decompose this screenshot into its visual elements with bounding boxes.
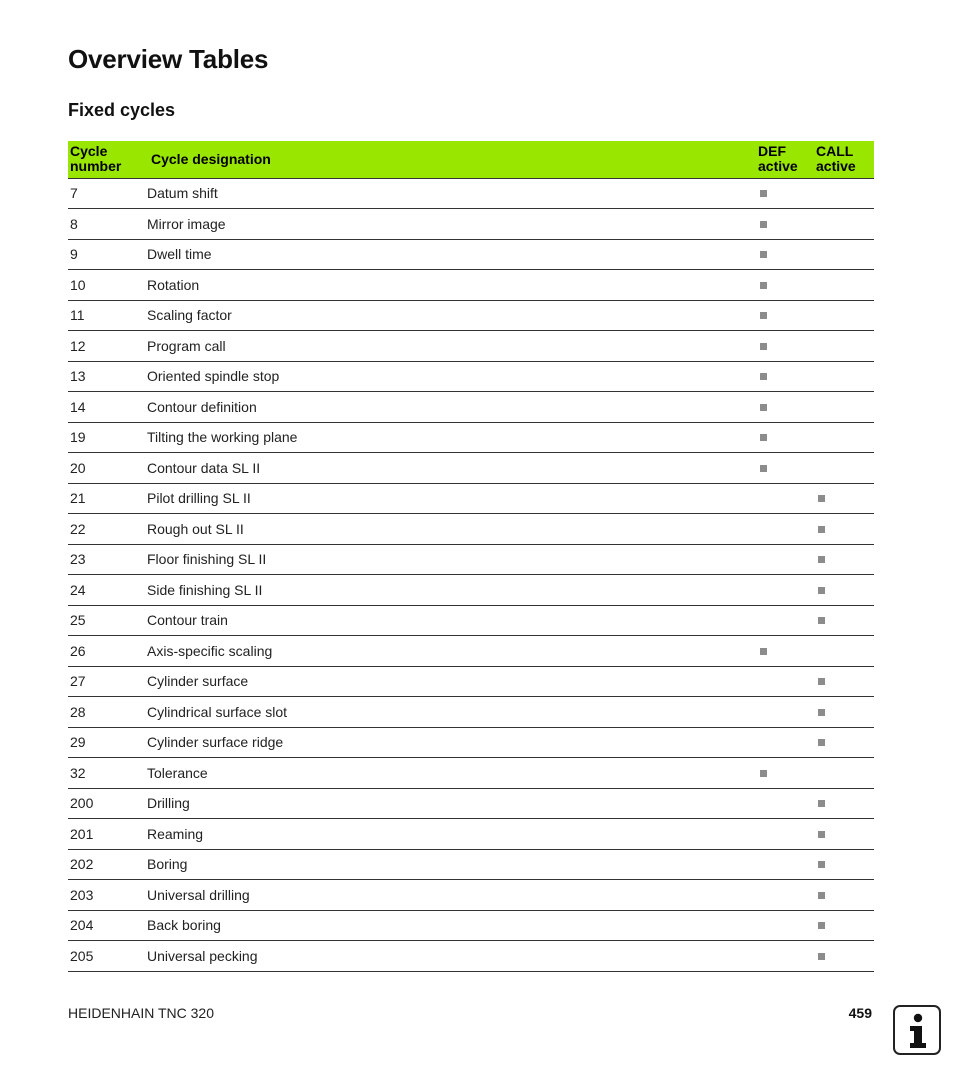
def-active-marker-icon: [760, 251, 767, 258]
table-row: [68, 727, 874, 758]
cycle-number: 27: [70, 673, 86, 690]
def-active-cell: [758, 239, 816, 270]
cycle-designation: Axis-specific scaling: [147, 642, 273, 659]
def-active-marker-icon: [760, 648, 767, 655]
def-active-cell: [758, 361, 816, 392]
call-active-cell: [816, 422, 874, 453]
call-active-cell: [816, 910, 874, 941]
cycle-number: 29: [70, 734, 86, 751]
header-call-active: CALL active: [816, 143, 856, 175]
def-active-cell: [758, 422, 816, 453]
def-active-marker-icon: [760, 190, 767, 197]
def-active-marker-icon: [760, 770, 767, 777]
cycle-number: 14: [70, 398, 86, 415]
call-active-cell: [816, 392, 874, 423]
cycle-designation: Contour data SL II: [147, 459, 261, 476]
table-row: [68, 422, 874, 453]
cycle-designation: Boring: [147, 856, 188, 873]
cycle-designation: Scaling factor: [147, 307, 232, 324]
call-active-cell: [816, 941, 874, 972]
cycle-designation: Floor finishing SL II: [147, 551, 267, 568]
def-active-cell: [758, 666, 816, 697]
cycle-designation: Contour train: [147, 612, 228, 629]
cycle-number: 7: [70, 185, 78, 202]
cycle-number: 205: [70, 947, 94, 964]
table-header-row: [68, 141, 874, 178]
call-active-cell: [816, 819, 874, 850]
table-row: [68, 910, 874, 941]
def-active-marker-icon: [760, 282, 767, 289]
cycle-number: 201: [70, 825, 94, 842]
def-active-cell: [758, 788, 816, 819]
def-active-cell: [758, 727, 816, 758]
fixed-cycles-table: [68, 141, 874, 972]
call-active-marker-icon: [818, 953, 825, 960]
section-title: Fixed cycles: [68, 100, 176, 120]
call-active-cell: [816, 483, 874, 514]
def-active-marker-icon: [760, 404, 767, 411]
def-active-cell: [758, 331, 816, 362]
def-active-cell: [758, 300, 816, 331]
cycle-designation: Tilting the working plane: [147, 429, 298, 446]
cycle-designation: Dwell time: [147, 246, 212, 263]
def-active-cell: [758, 514, 816, 545]
call-active-cell: [816, 514, 874, 545]
def-active-cell: [758, 178, 816, 209]
def-active-cell: [758, 697, 816, 728]
def-active-cell: [758, 910, 816, 941]
call-active-cell: [816, 453, 874, 484]
def-active-cell: [758, 209, 816, 240]
table-row: [68, 514, 874, 545]
call-active-cell: [816, 758, 874, 789]
call-active-cell: [816, 300, 874, 331]
def-active-cell: [758, 941, 816, 972]
call-active-cell: [816, 666, 874, 697]
def-active-marker-icon: [760, 221, 767, 228]
def-active-cell: [758, 483, 816, 514]
def-active-cell: [758, 819, 816, 850]
def-active-cell: [758, 544, 816, 575]
footer-product-name: HEIDENHAIN TNC 320: [68, 1005, 215, 1021]
def-active-cell: [758, 758, 816, 789]
call-active-cell: [816, 361, 874, 392]
table-row: [68, 331, 874, 362]
cycle-designation: Back boring: [147, 917, 221, 934]
cycle-designation: Cylindrical surface slot: [147, 703, 288, 720]
def-active-cell: [758, 636, 816, 667]
call-active-cell: [816, 331, 874, 362]
table-row: [68, 209, 874, 240]
cycle-designation: Reaming: [147, 825, 204, 842]
table-row: [68, 392, 874, 423]
cycle-designation: Pilot drilling SL II: [147, 490, 251, 507]
call-active-marker-icon: [818, 892, 825, 899]
cycle-designation: Drilling: [147, 795, 190, 812]
call-active-cell: [816, 880, 874, 911]
def-active-cell: [758, 849, 816, 880]
table-row: [68, 788, 874, 819]
def-active-marker-icon: [760, 465, 767, 472]
call-active-cell: [816, 575, 874, 606]
def-active-cell: [758, 605, 816, 636]
call-active-marker-icon: [818, 800, 825, 807]
table-row: [68, 544, 874, 575]
call-active-cell: [816, 636, 874, 667]
call-active-marker-icon: [818, 922, 825, 929]
table-row: [68, 636, 874, 667]
cycle-designation: Contour definition: [147, 398, 257, 415]
cycle-designation: Universal drilling: [147, 886, 250, 903]
call-active-marker-icon: [818, 678, 825, 685]
call-active-cell: [816, 209, 874, 240]
call-active-marker-icon: [818, 526, 825, 533]
def-active-marker-icon: [760, 312, 767, 319]
table-row: [68, 819, 874, 850]
def-active-cell: [758, 575, 816, 606]
cycle-number: 11: [70, 307, 85, 324]
cycle-number: 23: [70, 551, 86, 568]
cycle-number: 9: [70, 246, 78, 263]
cycle-number: 22: [70, 520, 86, 537]
call-active-marker-icon: [818, 556, 825, 563]
table-row: [68, 666, 874, 697]
cycle-designation: Datum shift: [147, 185, 218, 202]
call-active-cell: [816, 239, 874, 270]
table-row: [68, 880, 874, 911]
cycle-designation: Tolerance: [147, 764, 208, 781]
table-row: [68, 941, 874, 972]
call-active-marker-icon: [818, 861, 825, 868]
def-active-cell: [758, 880, 816, 911]
cycle-number: 32: [70, 764, 86, 781]
call-active-cell: [816, 788, 874, 819]
header-def-active: DEF active: [758, 143, 798, 175]
def-active-marker-icon: [760, 434, 767, 441]
cycle-number: 20: [70, 459, 86, 476]
table-row: [68, 239, 874, 270]
call-active-cell: [816, 270, 874, 301]
call-active-marker-icon: [818, 831, 825, 838]
cycle-designation: Side finishing SL II: [147, 581, 263, 598]
def-active-cell: [758, 392, 816, 423]
cycle-designation: Rotation: [147, 276, 200, 293]
cycle-number: 13: [70, 368, 86, 385]
table-row: [68, 483, 874, 514]
call-active-marker-icon: [818, 587, 825, 594]
page-title: Overview Tables: [68, 44, 269, 74]
info-icon: [893, 1005, 941, 1055]
table-row: [68, 758, 874, 789]
call-active-marker-icon: [818, 617, 825, 624]
call-active-marker-icon: [818, 495, 825, 502]
table-row: [68, 361, 874, 392]
table-row: [68, 453, 874, 484]
call-active-cell: [816, 544, 874, 575]
table-row: [68, 575, 874, 606]
def-active-marker-icon: [760, 343, 767, 350]
cycle-number: 10: [70, 276, 86, 293]
cycle-number: 28: [70, 703, 86, 720]
info-icon-glyph: [895, 1007, 939, 1053]
call-active-cell: [816, 727, 874, 758]
cycle-designation: Rough out SL II: [147, 520, 244, 537]
table-row: [68, 270, 874, 301]
cycle-number: 24: [70, 581, 86, 598]
call-active-cell: [816, 697, 874, 728]
cycle-number: 200: [70, 795, 94, 812]
call-active-cell: [816, 178, 874, 209]
cycle-number: 8: [70, 215, 78, 232]
def-active-cell: [758, 270, 816, 301]
call-active-cell: [816, 605, 874, 636]
table-body: [68, 178, 874, 971]
cycle-number: 21: [70, 490, 86, 507]
call-active-cell: [816, 849, 874, 880]
call-active-marker-icon: [818, 739, 825, 746]
def-active-marker-icon: [760, 373, 767, 380]
cycle-designation: Cylinder surface: [147, 673, 249, 690]
cycle-designation: Universal pecking: [147, 947, 258, 964]
table-row: [68, 300, 874, 331]
cycle-number: 19: [70, 429, 86, 446]
page-number: 459: [848, 1005, 872, 1021]
cycle-number: 204: [70, 917, 94, 934]
table-row: [68, 849, 874, 880]
cycle-designation: Mirror image: [147, 215, 226, 232]
header-cycle-number: Cycle number: [70, 143, 122, 175]
cycle-number: 202: [70, 856, 94, 873]
def-active-cell: [758, 453, 816, 484]
cycle-number: 203: [70, 886, 94, 903]
cycle-designation: Program call: [147, 337, 226, 354]
cycle-number: 12: [70, 337, 86, 354]
call-active-marker-icon: [818, 709, 825, 716]
cycle-number: 26: [70, 642, 86, 659]
table-row: [68, 605, 874, 636]
table-row: [68, 697, 874, 728]
cycle-designation: Oriented spindle stop: [147, 368, 280, 385]
cycle-number: 25: [70, 612, 86, 629]
table-row: [68, 178, 874, 209]
header-cycle-designation: Cycle designation: [151, 150, 271, 167]
cycle-designation: Cylinder surface ridge: [147, 734, 284, 751]
